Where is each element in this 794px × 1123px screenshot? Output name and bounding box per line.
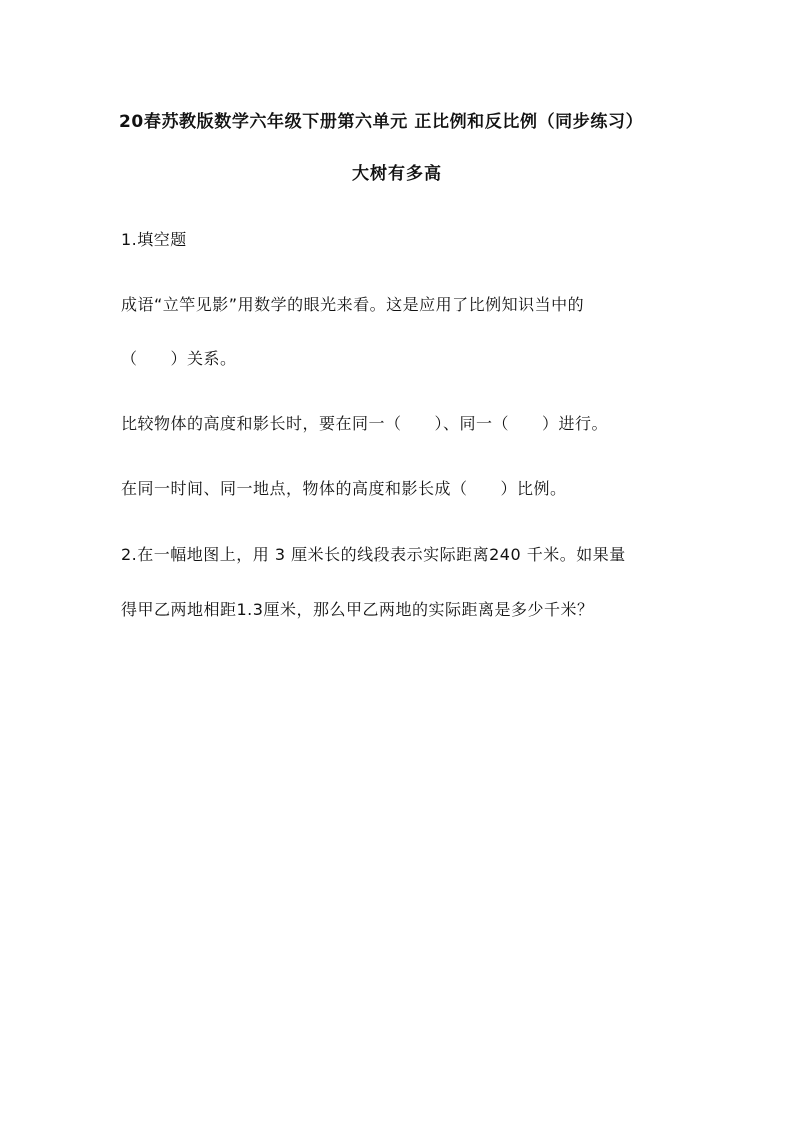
question-1-line-3: 比较物体的高度和影长时，要在同一（ ）、同一（ ）进行。 xyxy=(121,414,609,433)
question-1-line-1: 成语“立竿见影”用数学的眼光来看。这是应用了比例知识当中的 xyxy=(121,295,585,314)
question-2-line-1: 2.在一幅地图上，用 3 厘米长的线段表示实际距离240 千米。如果量 xyxy=(121,545,626,564)
question-1-heading: 1.填空题 xyxy=(121,230,187,249)
document-title: 20春苏教版数学六年级下册第六单元 正比例和反比例（同步练习） xyxy=(119,112,644,132)
question-1-line-4: 在同一时间、同一地点，物体的高度和影长成（ ）比例。 xyxy=(121,479,567,498)
question-2-line-2: 得甲乙两地相距1.3厘米，那么甲乙两地的实际距离是多少千米？ xyxy=(121,600,594,619)
document-subtitle: 大树有多高 xyxy=(352,164,442,184)
question-1-line-2: （ ）关系。 xyxy=(121,349,237,368)
